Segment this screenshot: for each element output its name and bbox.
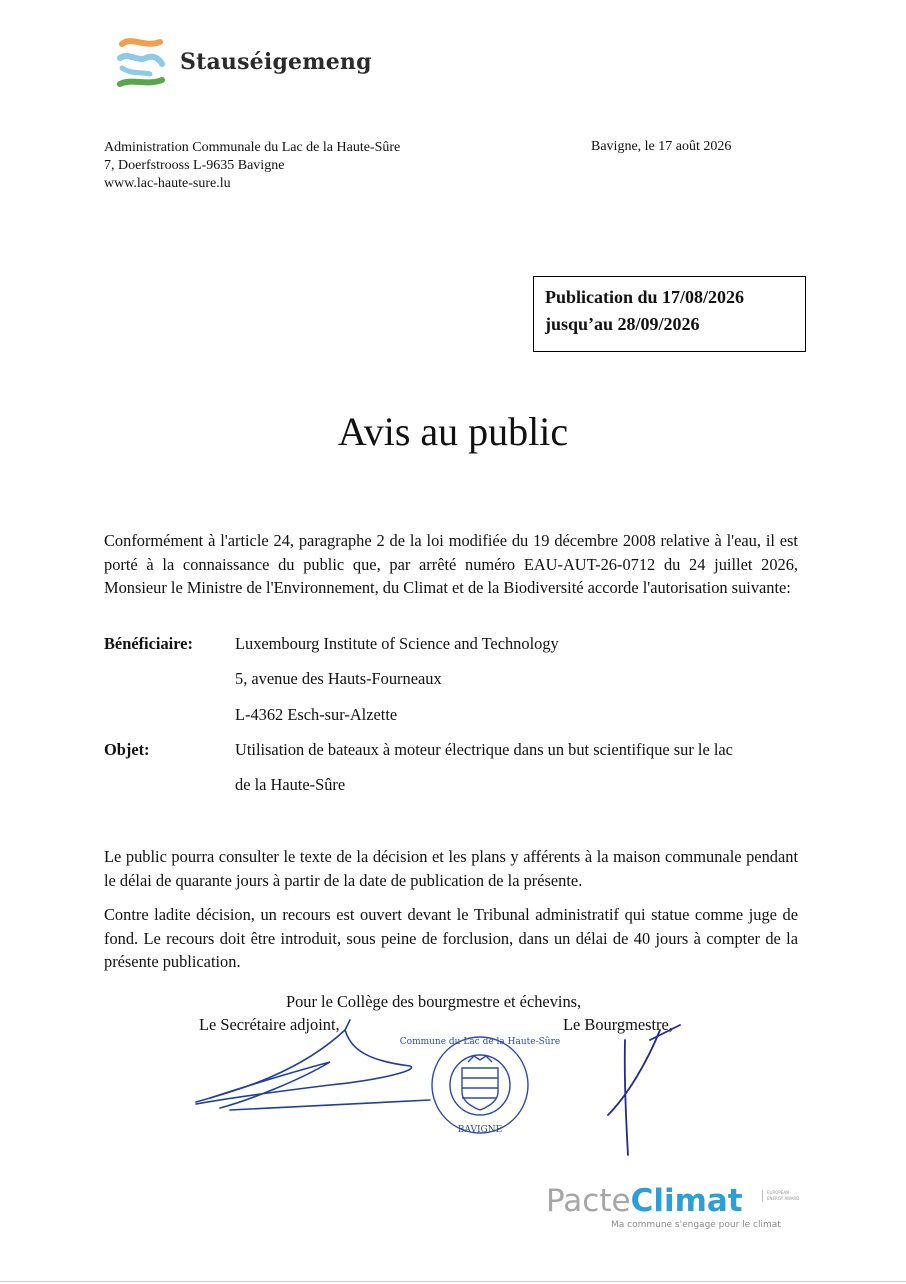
mayor-title: Le Bourgmestre, [563, 1015, 673, 1034]
page-title: Avis au public [337, 409, 569, 454]
seal-top-text: Commune du Lac de la Haute-Sûre [399, 1037, 561, 1047]
secretary-title: Le Secrétaire adjoint, [199, 1015, 340, 1034]
consult-paragraph: Le public pourra consulter le texte de la décision et les plans y afférents à la maison communale pendant le délai de quarante jours à partir de la date de publication de la présente. [104, 847, 798, 890]
appeal-paragraph: Contre ladite décision, un recours est ouvert devant le Tribunal administratif qui statue comme juge de fond. Le recours doit être introduit, sous peine de forclusion, dans un délai de 40 jours à compter de la présente publication. [104, 905, 798, 971]
beneficiary-name: Luxembourg Institute of Science and Technology [235, 634, 559, 653]
energy-award-badge: EUROPEAN ENERGY AWARD [762, 1190, 805, 1202]
sender-street: 7, Doerfstrooss L-9635 Bavigne [104, 158, 285, 173]
sender-address [104, 139, 400, 193]
climat-word: Climat [630, 1183, 743, 1219]
brand-name: Stauséigemeng [180, 49, 372, 75]
pacte-tagline: Ma commune s'engage pour le climat [611, 1220, 781, 1230]
publication-start: Publication du 17/08/2026 [545, 287, 745, 307]
mayor-signature [608, 1025, 680, 1155]
object-line-1: Utilisation de bateaux à moteur électrique dans un but scientifique sur le lac [235, 740, 733, 759]
publication-box [533, 276, 806, 352]
object-line-2: de la Haute-Sûre [235, 775, 346, 794]
signoff-line: Pour le Collège des bourgmestre et échevins, [286, 992, 582, 1011]
sender-name: Administration Communale du Lac de la Haute-Sûre [104, 140, 401, 155]
beneficiary-label: Bénéficiaire: [104, 634, 193, 653]
municipal-seal-icon [432, 1037, 528, 1133]
object-label: Objet: [104, 740, 150, 759]
waves-logo-icon [114, 34, 170, 90]
page-bottom-rule [0, 1281, 906, 1282]
intro-paragraph: Conformément à l'article 24, paragraphe 2 de la loi modifiée du 19 décembre 2008 relative à l'eau, il est porté à la connaissance du public que, par arrêté numéro EAU-AUT-26-0712 du 24 juillet 2026, Monsieur le Ministre de l'Environnement, du Climat et de la Biodiversité accorde l'autorisation suivante: [104, 531, 798, 597]
beneficiary-street: 5, avenue des Hauts-Fourneaux [235, 669, 442, 688]
date-line: Bavigne, le 17 août 2026 [591, 139, 732, 154]
pacte-word: Pacte [546, 1183, 631, 1219]
beneficiary-city: L-4362 Esch-sur-Alzette [235, 705, 398, 724]
publication-end: jusqu’au 28/09/2026 [545, 314, 700, 334]
sender-website: www.lac-haute-sure.lu [104, 176, 231, 191]
seal-bottom-text: BAVIGNE [457, 1125, 503, 1135]
pacte-climat-logo [546, 1183, 743, 1219]
